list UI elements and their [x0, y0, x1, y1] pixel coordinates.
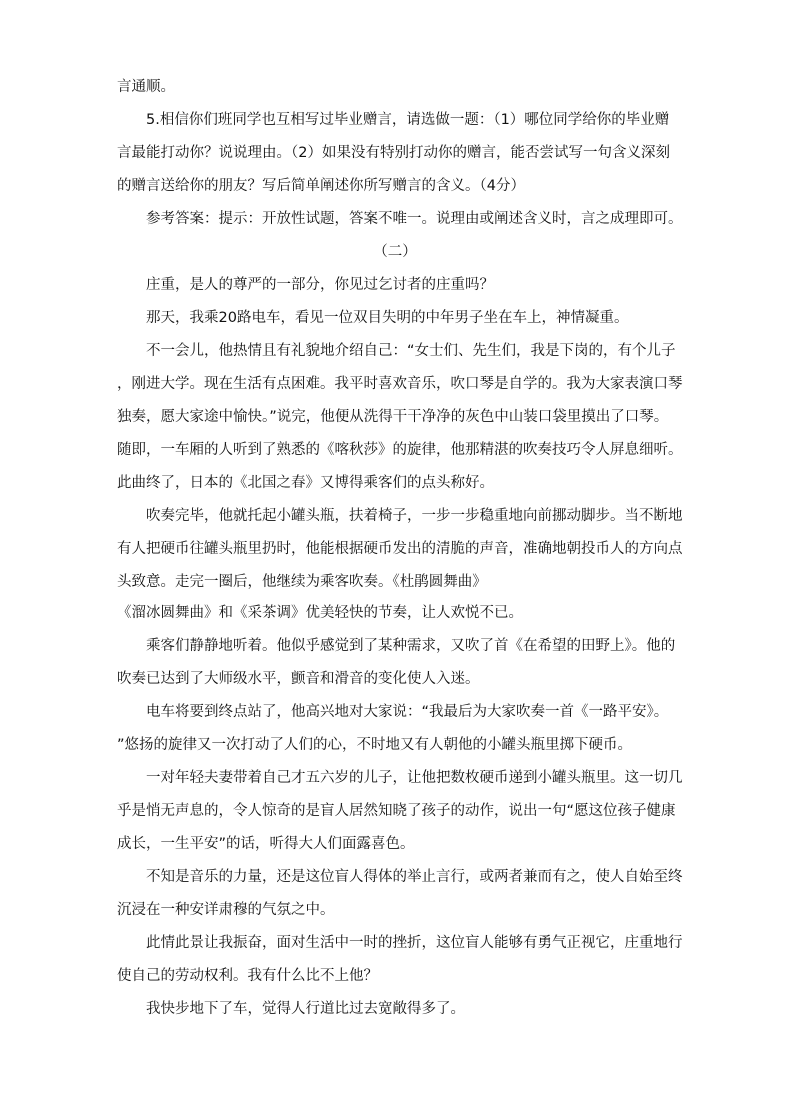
- paragraph-line: 独奏，愿大家途中愉快。”说完，他便从洗得干干净净的灰色中山装口袋里摸出了口琴。: [117, 409, 669, 425]
- paragraph-line: 吹奏完毕，他就托起小罐头瓶，扶着椅子，一步一步稳重地向前挪动脚步。当不断地: [146, 508, 683, 524]
- question-5-line: 5.相信你们班同学也互相写过毕业赠言，请选做一题：（1）哪位同学给你的毕业赠: [146, 112, 670, 128]
- paragraph-line: 我快步地下了车，觉得人行道比过去宽敞得多了。: [146, 1001, 465, 1017]
- paragraph-line: 不一会儿，他热情且有礼貌地介绍自己：“女士们、先生们，我是下岗的，有个儿子: [146, 343, 676, 359]
- paragraph-line: ，刚进大学。现在生活有点困难。我平时喜欢音乐，吹口琴是自学的。我为大家表演口琴: [117, 376, 683, 392]
- paragraph-line: 乎是悄无声息的，令人惊奇的是盲人居然知晓了孩子的动作，说出一句“愿这位孩子健康: [117, 803, 676, 819]
- paragraph-line: 成长，一生平安”的话，听得大人们面露喜色。: [117, 836, 415, 852]
- section-heading: （二）: [373, 244, 417, 260]
- paragraph-line: 乘客们静静地听着。他似乎感觉到了某种需求，又吹了首《在希望的田野上》。他的: [146, 638, 676, 654]
- text-line: 的赠言送给你的朋友？写后简单阐述你所写赠言的含义。（4分）: [117, 178, 525, 194]
- paragraph-line: 此情此景让我振奋，面对生活中一时的挫折，这位盲人能够有勇气正视它，庄重地行: [146, 935, 683, 951]
- paragraph-line: 使自己的劳动权利。我有什么比不上他？: [117, 968, 378, 984]
- paragraph-line: 庄重，是人的尊严的一部分，你见过乞讨者的庄重吗？: [146, 277, 494, 293]
- paragraph-line: 不知是音乐的力量，还是这位盲人得体的举止言行，或两者兼而有之，使人自始至终: [146, 869, 683, 885]
- text-line: 言最能打动你？说说理由。（2）如果没有特别打动你的赠言，能否尝试写一句含义深刻: [117, 145, 670, 161]
- paragraph-line: 一对年轻夫妻带着自己才五六岁的儿子，让他把数枚硬币递到小罐头瓶里。这一切几: [146, 770, 683, 786]
- paragraph-line: 有人把硬币往罐头瓶里扔时，他能根据硬币发出的清脆的声音，准确地朝投币人的方向点: [117, 541, 683, 557]
- paragraph-line: 《溜冰圆舞曲》和《采茶调》优美轻快的节奏，让人欢悦不已。: [117, 605, 523, 621]
- paragraph-line: 此曲终了，日本的《北国之春》又博得乘客们的点头称好。: [117, 475, 494, 491]
- paragraph-line: 电车将要到终点站了，他高兴地对大家说：“我最后为大家吹奏一首《一路平安》。: [146, 704, 669, 720]
- answer-line: 参考答案：提示：开放性试题，答案不唯一。说理由或阐述含义时，言之成理即可。: [146, 211, 683, 227]
- text-line: 言通顺。: [117, 79, 175, 95]
- paragraph-line: 沉浸在一种安详肃穆的气氛之中。: [117, 902, 335, 918]
- paragraph-line: 吹奏已达到了大师级水平，颤音和滑音的变化使人入迷。: [117, 671, 480, 687]
- paragraph-line: 随即，一车厢的人听到了熟悉的《喀秋莎》的旋律，他那精湛的吹奏技巧令人屏息细听。: [117, 442, 683, 458]
- paragraph-line: ”悠扬的旋律又一次打动了人们的心，不时地又有人朝他的小罐头瓶里掷下硬币。: [117, 737, 633, 753]
- paragraph-line: 头致意。走完一圈后，他继续为乘客吹奏。《杜鹃圆舞曲》: [117, 574, 487, 590]
- paragraph-line: 那天，我乘20路电车，看见一位双目失明的中年男子坐在车上，神情凝重。: [146, 310, 629, 326]
